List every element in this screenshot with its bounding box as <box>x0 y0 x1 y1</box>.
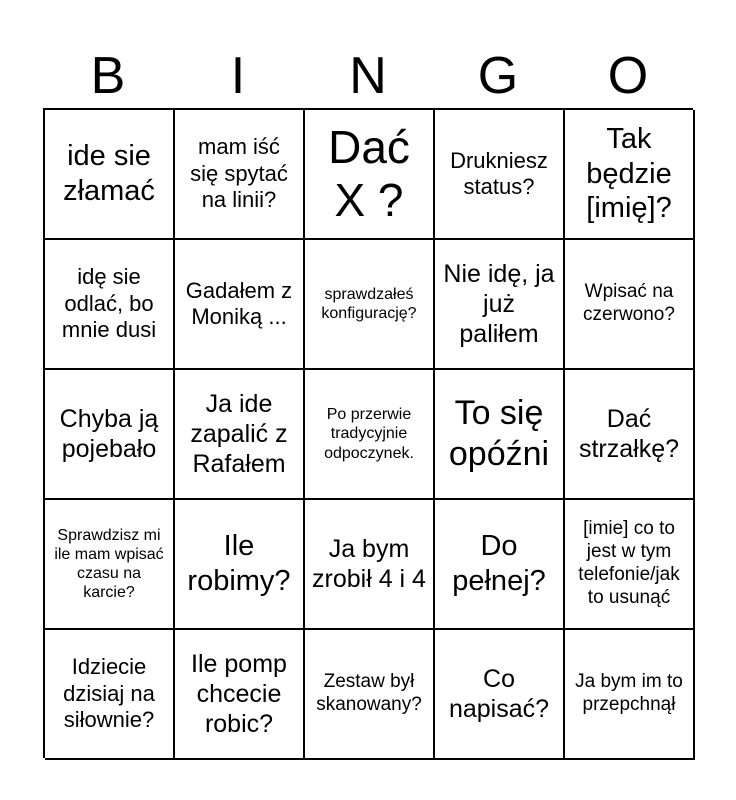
bingo-cell[interactable]: Ja bym zrobił 4 i 4 <box>305 500 435 630</box>
header-letter-i: I <box>230 47 246 105</box>
bingo-cell[interactable]: Ile pomp chcecie robic? <box>175 630 305 760</box>
bingo-cell[interactable]: Ile robimy? <box>175 500 305 630</box>
bingo-grid <box>43 108 693 758</box>
bingo-cell[interactable]: Po przerwie tradycyjnie odpoczynek. <box>305 370 435 500</box>
bingo-cell[interactable]: idę sie odlać, bo mnie dusi <box>45 240 175 370</box>
bingo-cell[interactable]: Co napisać? <box>435 630 565 760</box>
header-letter-b: B <box>90 47 126 105</box>
bingo-header <box>43 44 693 108</box>
header-letter-o: O <box>607 47 649 105</box>
bingo-cell[interactable]: Ja bym im to przepchnął <box>565 630 695 760</box>
bingo-cell[interactable]: To się opóźni <box>435 370 565 500</box>
bingo-cell[interactable]: Do pełnej? <box>435 500 565 630</box>
bingo-cell[interactable]: Zestaw był skanowany? <box>305 630 435 760</box>
bingo-cell[interactable]: Idziecie dzisiaj na siłownie? <box>45 630 175 760</box>
bingo-cell[interactable]: [imie] co to jest w tym telefonie/jak to usunąć <box>565 500 695 630</box>
header-letter-n: N <box>349 47 387 105</box>
bingo-cell[interactable]: Tak będzie [imię]? <box>565 110 695 240</box>
bingo-cell[interactable]: Drukniesz status? <box>435 110 565 240</box>
bingo-cell[interactable]: Ja ide zapalić z Rafałem <box>175 370 305 500</box>
bingo-cell[interactable]: Gadałem z Moniką ... <box>175 240 305 370</box>
bingo-cell[interactable]: Sprawdzisz mi ile mam wpisać czasu na karcie? <box>45 500 175 630</box>
bingo-cell[interactable]: Nie idę, ja już paliłem <box>435 240 565 370</box>
bingo-cell[interactable]: Dać X ? <box>305 110 435 240</box>
bingo-cell[interactable]: Chyba ją pojebało <box>45 370 175 500</box>
bingo-cell[interactable]: mam iść się spytać na linii? <box>175 110 305 240</box>
bingo-cell[interactable]: sprawdzałeś konfigurację? <box>305 240 435 370</box>
bingo-cell[interactable]: Dać strzałkę? <box>565 370 695 500</box>
header-letter-g: G <box>477 47 519 105</box>
bingo-cell[interactable]: Wpisać na czerwono? <box>565 240 695 370</box>
bingo-cell[interactable]: ide sie złamać <box>45 110 175 240</box>
